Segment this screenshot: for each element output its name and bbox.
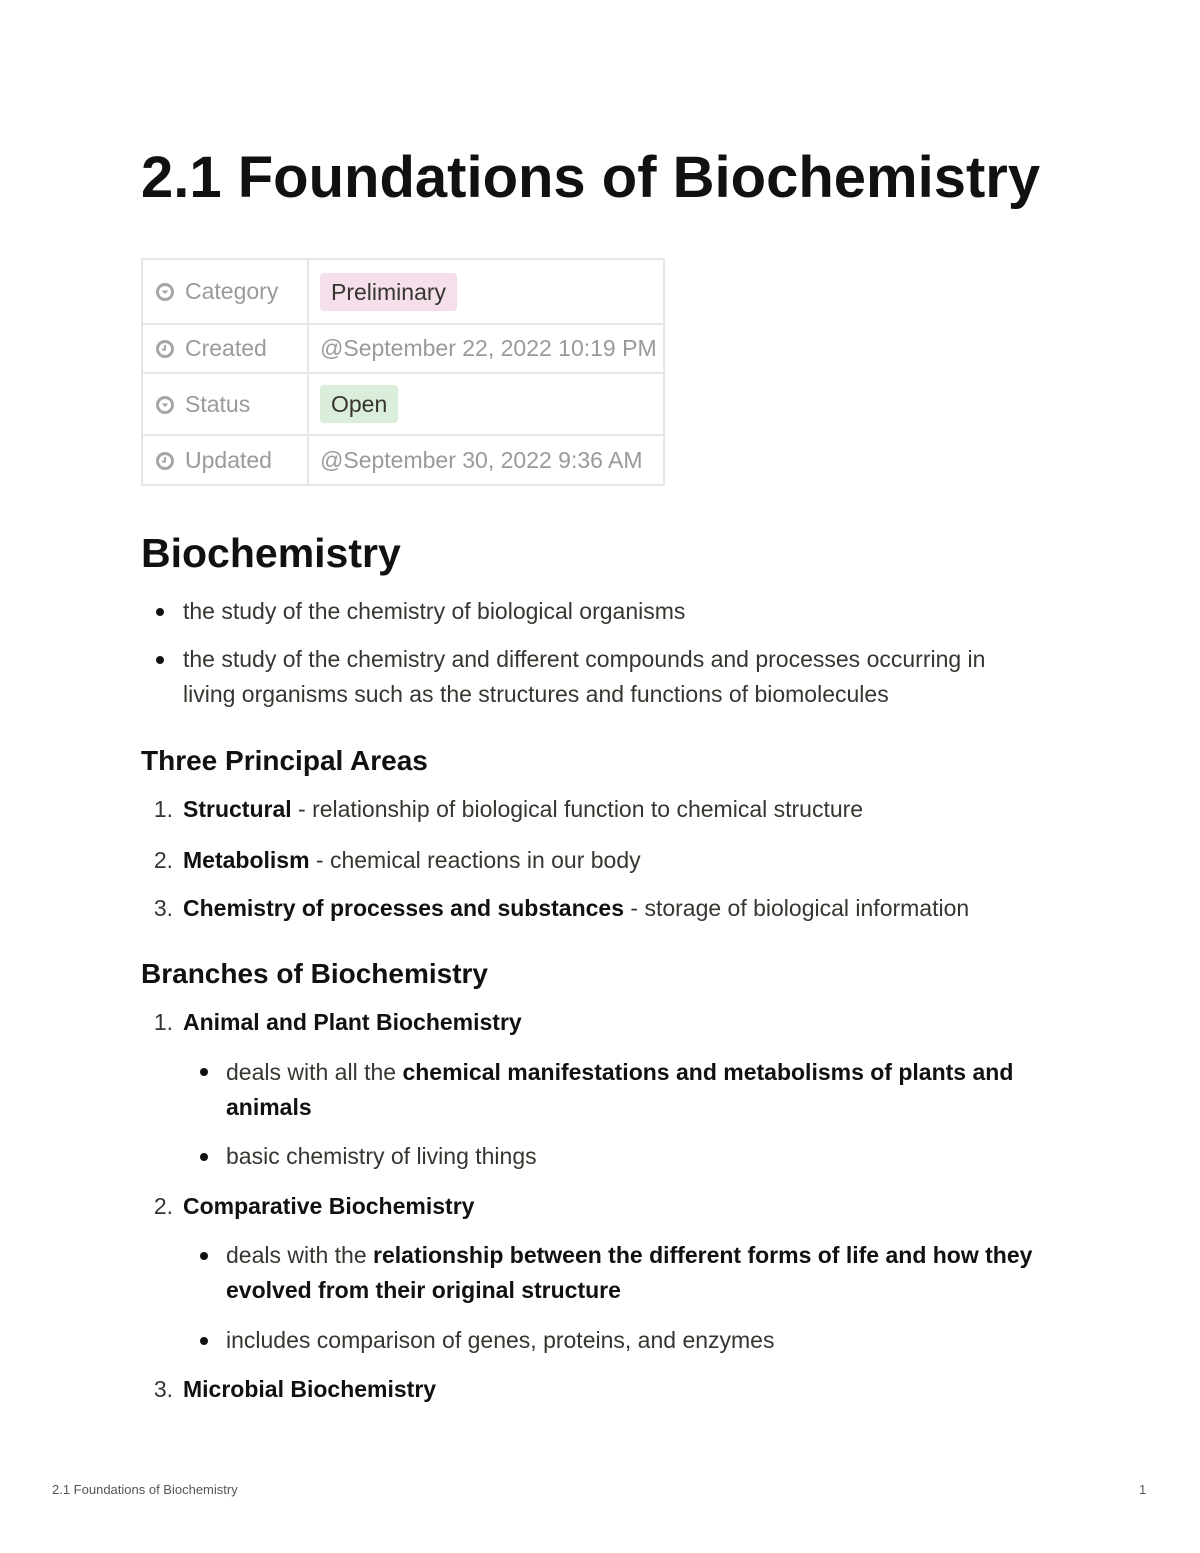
emphasis: evolved from their original structure bbox=[226, 1277, 621, 1303]
list-item bbox=[183, 792, 863, 827]
bullet-point bbox=[200, 1337, 208, 1345]
section-heading-principal-areas: Three Principal Areas bbox=[141, 745, 428, 776]
list-number: 2. bbox=[153, 1193, 173, 1219]
property-key bbox=[142, 259, 308, 324]
list-item bbox=[183, 1189, 474, 1224]
clock-icon bbox=[155, 451, 175, 471]
branch-title: Animal and Plant Biochemistry bbox=[183, 1009, 522, 1035]
list-item-continued: living organisms such as the structures and functions of biomolecules bbox=[183, 681, 889, 707]
list-number: 3. bbox=[153, 1376, 173, 1402]
list-number: 1. bbox=[153, 796, 173, 822]
text-span: deals with all the bbox=[226, 1059, 403, 1085]
property-row-created bbox=[142, 324, 664, 373]
properties-table bbox=[141, 258, 665, 486]
category-tag[interactable]: Preliminary bbox=[320, 273, 457, 311]
list-item bbox=[226, 1055, 1013, 1090]
status-tag[interactable]: Open bbox=[320, 385, 398, 423]
term: Metabolism bbox=[183, 847, 310, 873]
property-key bbox=[142, 324, 308, 373]
created-date-value[interactable]: @September 22, 2022 10:19 PM bbox=[308, 324, 664, 373]
page-title: 2.1 Foundations of Biochemistry bbox=[141, 145, 1041, 210]
property-key bbox=[142, 373, 308, 435]
property-row-category bbox=[142, 259, 664, 324]
list-item-continued bbox=[226, 1090, 312, 1125]
list-number: 1. bbox=[153, 1009, 173, 1035]
emphasis: chemical manifestations and metabolisms of plants and bbox=[402, 1059, 1014, 1085]
bullet-point bbox=[200, 1068, 208, 1076]
list-item bbox=[183, 891, 969, 926]
term: Chemistry of processes and substances bbox=[183, 895, 624, 921]
list-item: includes comparison of genes, proteins, and enzymes bbox=[226, 1327, 775, 1353]
list-item bbox=[226, 1238, 1032, 1273]
text-span: deals with the bbox=[226, 1242, 374, 1268]
definition: - storage of biological information bbox=[624, 895, 970, 921]
list-item-continued bbox=[226, 1273, 621, 1308]
list-item bbox=[183, 843, 641, 878]
definition: - chemical reactions in our body bbox=[309, 847, 641, 873]
footer-document-title: 2.1 Foundations of Biochemistry bbox=[52, 1482, 238, 1497]
list-item bbox=[183, 1372, 436, 1407]
footer-page-number: 1 bbox=[1139, 1482, 1147, 1497]
property-value[interactable] bbox=[308, 373, 664, 435]
property-row-status bbox=[142, 373, 664, 435]
emphasis: relationship between the different forms of life and how they bbox=[373, 1242, 1033, 1268]
section-heading-biochemistry: Biochemistry bbox=[141, 530, 401, 576]
section-heading-branches: Branches of Biochemistry bbox=[141, 958, 488, 989]
clock-icon bbox=[155, 339, 175, 359]
list-item: the study of the chemistry and different compounds and processes occurring in bbox=[183, 646, 986, 672]
branch-title: Comparative Biochemistry bbox=[183, 1193, 475, 1219]
emphasis: animals bbox=[226, 1094, 312, 1120]
select-circle-icon bbox=[155, 395, 175, 415]
property-row-updated bbox=[142, 435, 664, 485]
property-key-label: Updated bbox=[185, 446, 272, 473]
property-key-label: Category bbox=[185, 278, 279, 304]
branch-title: Microbial Biochemistry bbox=[183, 1376, 437, 1402]
definition: - relationship of biological function to chemical structure bbox=[291, 796, 864, 822]
property-value[interactable] bbox=[308, 259, 664, 324]
list-item bbox=[183, 1005, 522, 1040]
list-item: the study of the chemistry of biological organisms bbox=[183, 598, 686, 624]
list-number: 3. bbox=[153, 895, 173, 921]
bullet-point bbox=[156, 608, 164, 616]
term: Structural bbox=[183, 796, 292, 822]
property-key-label: Created bbox=[185, 335, 267, 361]
updated-date-value[interactable]: @September 30, 2022 9:36 AM bbox=[308, 435, 664, 485]
bullet-point bbox=[200, 1252, 208, 1260]
property-key-label: Status bbox=[185, 390, 251, 417]
bullet-point bbox=[156, 656, 164, 664]
select-circle-icon bbox=[155, 282, 175, 302]
list-number: 2. bbox=[153, 847, 173, 873]
bullet-point bbox=[200, 1153, 208, 1161]
list-item: basic chemistry of living things bbox=[226, 1143, 537, 1169]
property-key bbox=[142, 435, 308, 485]
